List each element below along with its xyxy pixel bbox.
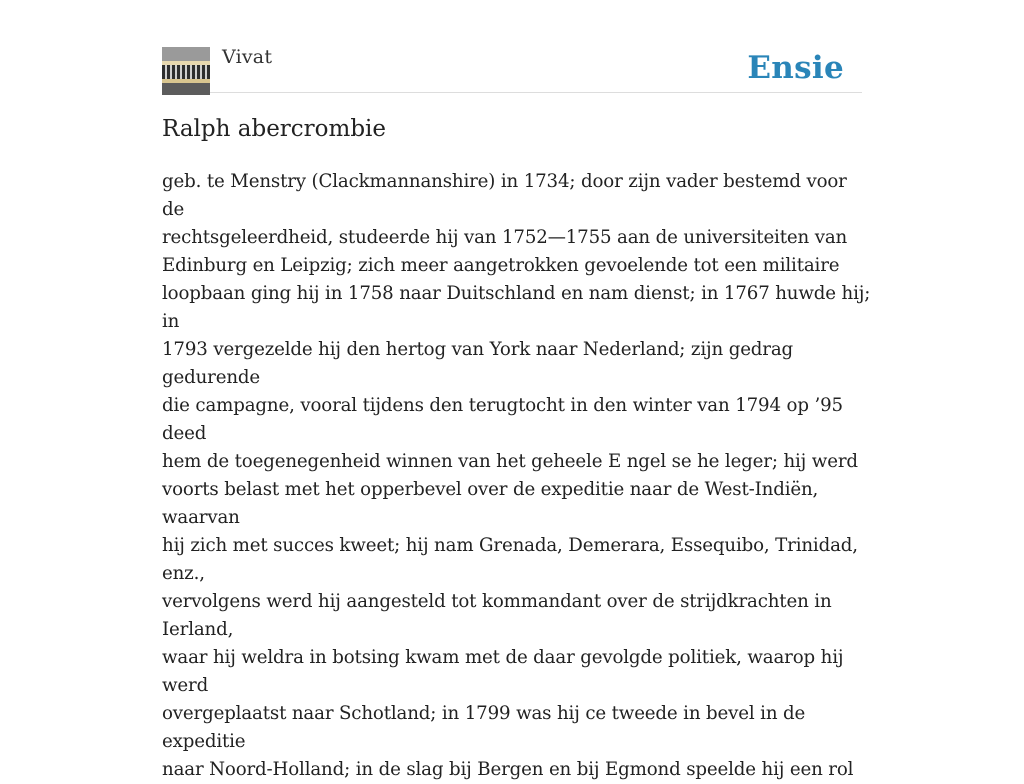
article-title: Ralph abercrombie <box>162 116 387 142</box>
page <box>162 0 871 780</box>
article-body: geb. te Menstry (Clackmannanshire) in 1734; door zijn vader bestemd voor de rechtsgeleerdheid, studeerde hij van 1752—1755 aan de universiteiten van Edinburg en Leipzig; zich meer aangetrokken gevoelende tot een militaire loopbaan ging hij in 1758 naar Duitschland en nam dienst; in 1767 huwde hij; in 1793 vergezelde hij den hertog van York naar Nederland; zijn gedrag gedurende die campagne, vooral tijdens den terugtocht in den winter van 1794 op ’95 deed hem de toegenegenheid winnen van het geheele E ngel se he leger; hij werd voorts belast met het opperbevel over de expeditie naar de West-Indiën, waarvan hij zich met succes kweet; hij nam Grenada, Demerara, Essequibo, Trinidad, enz., vervolgens werd hij aangesteld tot kommandant over de strijdkrachten in Ierland, waar hij weldra in botsing kwam met de daar gevolgde politiek, waarop hij werd overgeplaatst naar Schotland; in 1799 was hij ce tweede in bevel in de expeditie naar Noord-Holland; in de slag bij Bergen en bij Egmond speelde hij een rol <box>162 171 871 780</box>
header <box>162 0 862 93</box>
author-avatar[interactable] <box>162 47 210 95</box>
brand-logo[interactable]: Ensie <box>747 50 844 86</box>
avatar-image-icon <box>162 47 210 95</box>
author-name[interactable]: Vivat <box>222 46 273 68</box>
